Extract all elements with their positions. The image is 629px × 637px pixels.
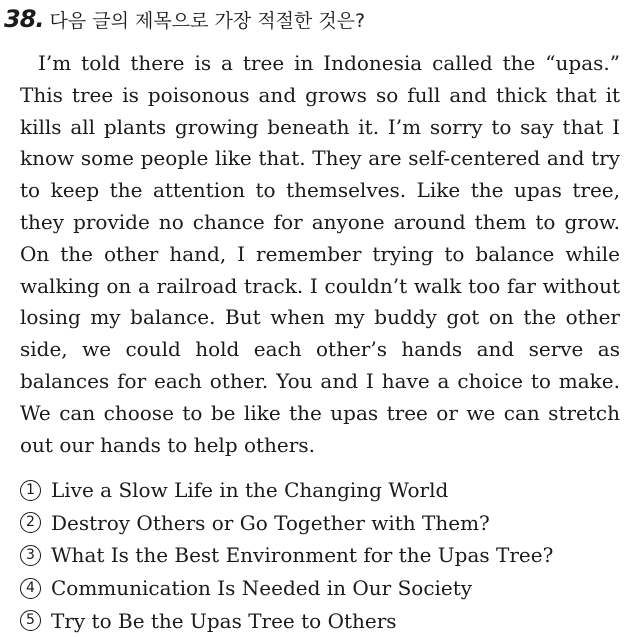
question-number: 38. — [4, 5, 44, 33]
question-header — [4, 4, 624, 34]
question-prompt: 다음 글의 제목으로 가장 적절한 것은? — [49, 9, 366, 32]
option-number-marker: 4 — [20, 578, 41, 599]
option-number-marker: 2 — [20, 512, 41, 533]
option-number-marker: 5 — [20, 610, 41, 631]
answer-option-5[interactable] — [20, 604, 620, 637]
answer-options — [20, 474, 620, 637]
option-text: Live a Slow Life in the Changing World — [51, 478, 449, 503]
answer-option-1[interactable] — [20, 474, 620, 507]
option-text: What Is the Best Environment for the Upas Tree? — [51, 543, 554, 568]
option-text: Destroy Others or Go Together with Them? — [51, 510, 490, 535]
option-text: Try to Be the Upas Tree to Others — [51, 608, 397, 633]
answer-option-2[interactable] — [20, 507, 620, 540]
answer-option-4[interactable] — [20, 572, 620, 605]
option-text: Communication Is Needed in Our Society — [51, 576, 473, 601]
option-number-marker: 3 — [20, 545, 41, 566]
reading-passage: I’m told there is a tree in Indonesia called the “upas.” This tree is poisonous and grows so full and thick that it kills all plants growing beneath it. I’m sorry to say that I know some people like that. They are self-centered and try to keep the attention to themselves. Like the upas tree, they provide no chance for anyone around them to grow. On the other hand, I remember trying to balance while walking on a railroad track. I couldn’t walk too far without losing my balance. But when my buddy got on the other side, we could hold each other’s hands and serve as balances for each other. You and I have a choice to make. We can choose to be like the upas tree or we can stretch out our hands to help others. — [20, 51, 620, 457]
option-number-marker: 1 — [20, 480, 41, 501]
answer-option-3[interactable] — [20, 539, 620, 572]
